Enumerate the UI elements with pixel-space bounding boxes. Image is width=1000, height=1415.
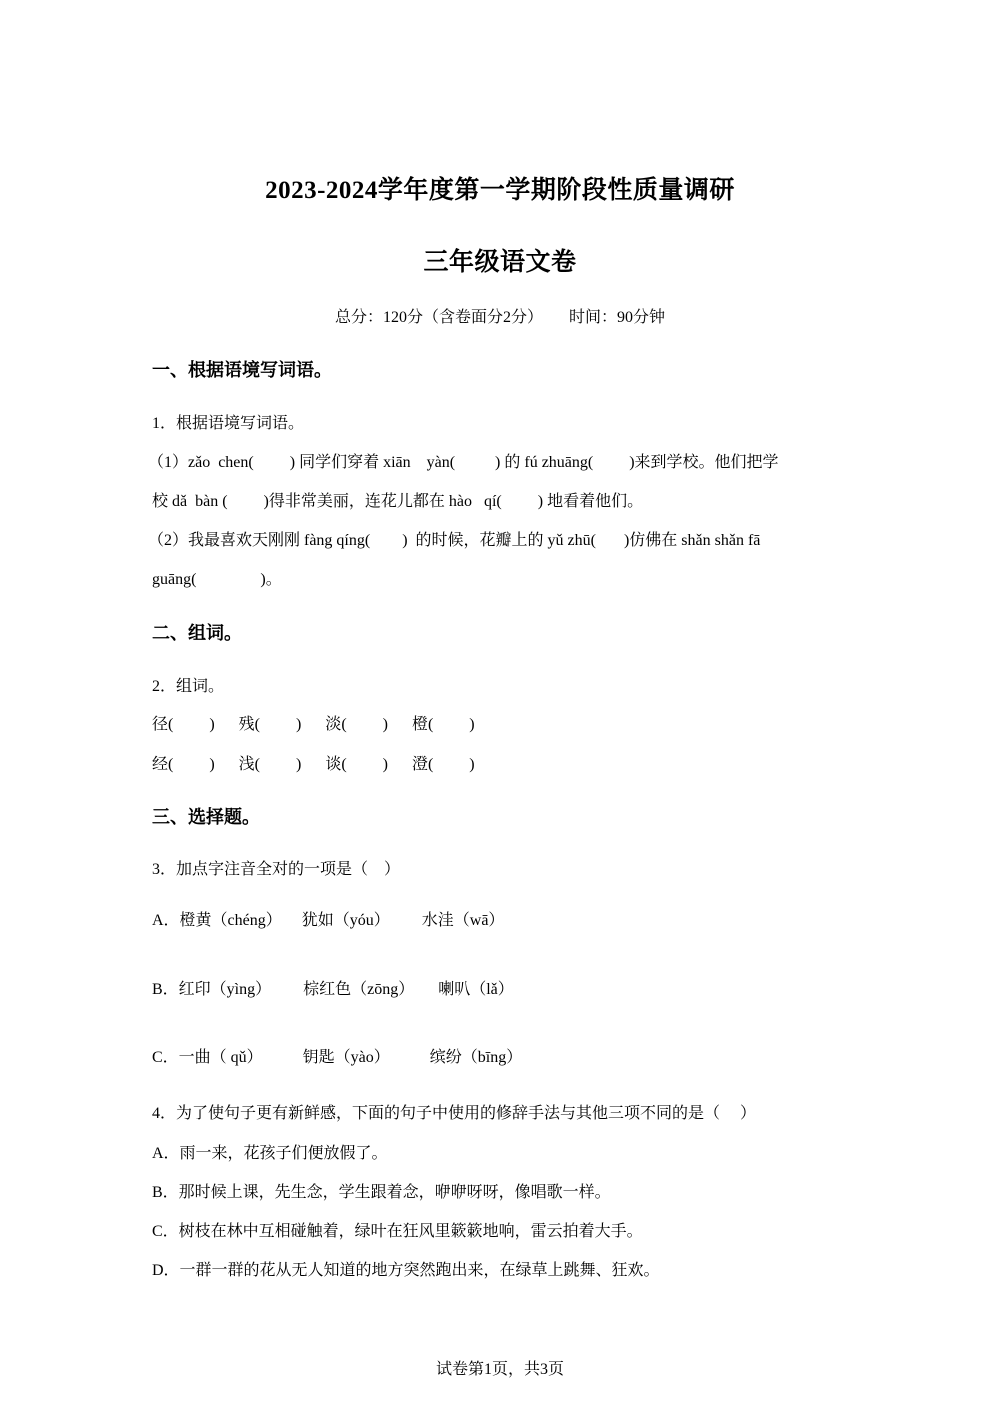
question-2-row-2: 经( ) 浅( ) 谈( ) 澄( ) <box>152 756 475 773</box>
section-heading-1: 一、根据语境写词语。 <box>152 360 332 381</box>
question-3-option-a: A．橙黄（chéng） 犹如（yóu） 水洼（wā） <box>152 912 505 929</box>
question-3-stem: 3．加点字注音全对的一项是（ ） <box>152 861 401 878</box>
question-1-line-1: （1）zǎo chen( ) 同学们穿着 xiān yàn( ) 的 fú zhuāng( )来到学校。他们把学 <box>148 454 779 471</box>
question-4-option-b: B．那时候上课，先生念，学生跟着念，咿咿呀呀，像唱歌一样。 <box>152 1184 611 1201</box>
question-1-stem: 1．根据语境写词语。 <box>152 415 305 432</box>
exam-time: 时间：90分钟 <box>569 309 666 326</box>
section-heading-2: 二、组词。 <box>152 623 242 644</box>
exam-title: 2023-2024学年度第一学期阶段性质量调研 <box>265 177 735 204</box>
section-heading-3: 三、选择题。 <box>152 807 260 828</box>
question-1-line-2: 校 dǎ bàn ( )得非常美丽，连花儿都在 hào qí( ) 地看着他们。 <box>152 493 644 510</box>
question-3-option-c: C．一曲（ qǔ） 钥匙（yào） 缤纷（bīng） <box>152 1049 523 1066</box>
total-score: 总分：120分（含卷面分2分） <box>334 309 543 326</box>
question-2-stem: 2．组词。 <box>152 678 225 695</box>
exam-subtitle: 三年级语文卷 <box>423 249 577 276</box>
question-4-option-d: D．一群一群的花从无人知道的地方突然跑出来，在绿草上跳舞、狂欢。 <box>152 1262 660 1279</box>
exam-meta <box>0 304 1000 327</box>
question-4-option-a: A．雨一来，花孩子们便放假了。 <box>152 1145 388 1162</box>
question-2-row-1: 径( ) 残( ) 淡( ) 橙( ) <box>152 716 475 733</box>
question-1-line-3: （2）我最喜欢天刚刚 fàng qíng( ) 的时候，花瓣上的 yǔ zhū( )仿佛在 shǎn shǎn fā <box>148 532 761 549</box>
question-3-option-b: B．红印（yìng） 棕红色（zōng） 喇叭（lǎ） <box>152 981 514 998</box>
question-4-option-c: C．树枝在林中互相碰触着，绿叶在狂风里簌簌地响，雷云拍着大手。 <box>152 1223 643 1240</box>
question-1-line-4: guāng( )。 <box>152 571 282 588</box>
page-footer: 试卷第1页，共3页 <box>435 1361 564 1378</box>
question-4-stem: 4．为了使句子更有新鲜感，下面的句子中使用的修辞手法与其他三项不同的是（ ） <box>152 1105 757 1122</box>
